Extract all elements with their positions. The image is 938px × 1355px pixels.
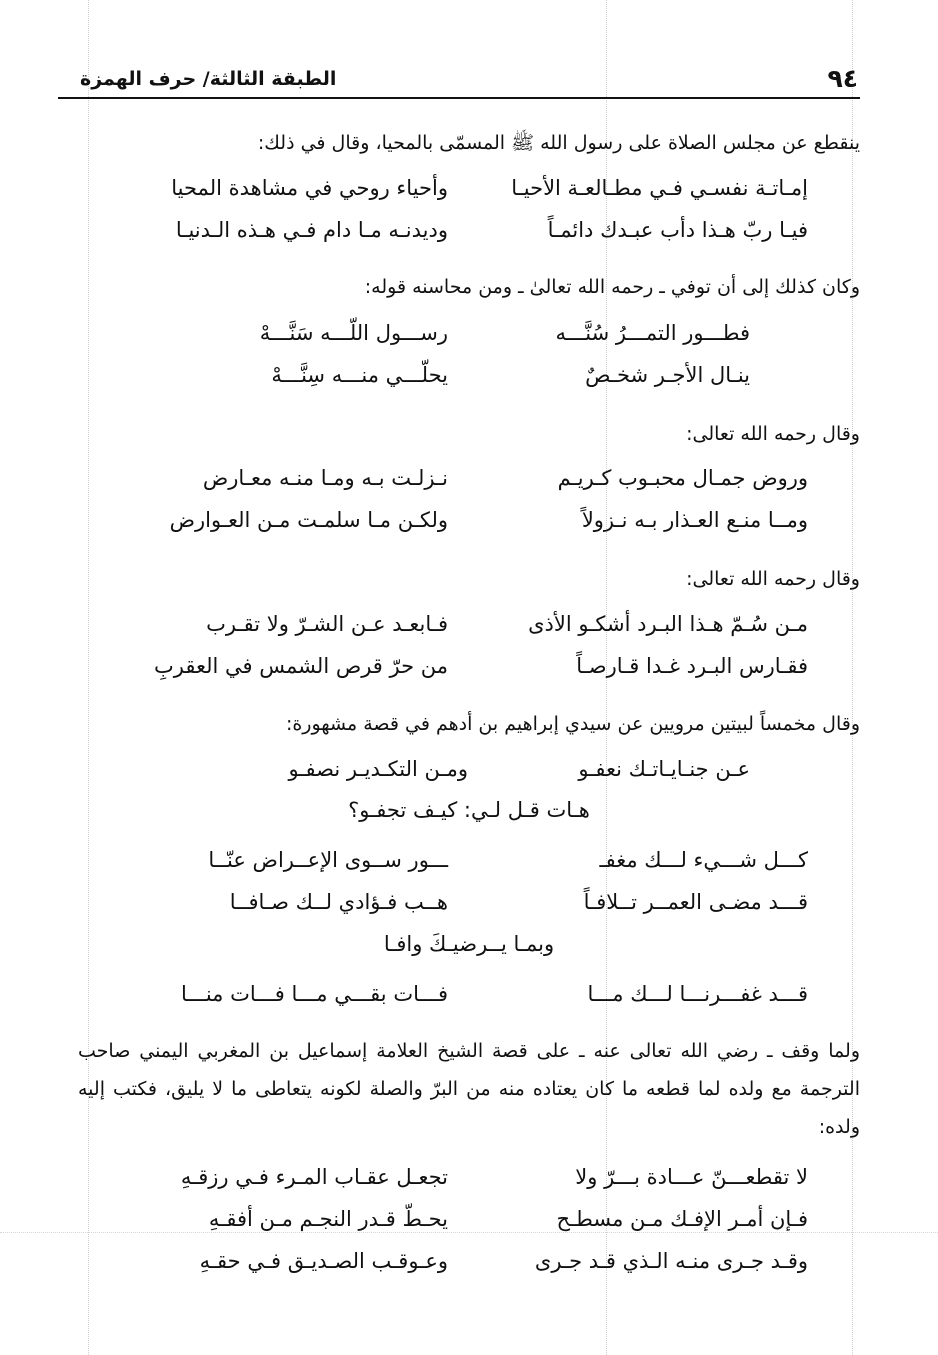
paragraph: وقال رحمه الله تعالى: [686,423,860,445]
hemistich-second: وأحياء روحي في مشاهدة المحيا [171,176,448,200]
verse-line [0,982,938,1024]
verse-line [0,757,938,799]
hemistich-second: ـــور ســوى الإعــراض عنّــا [208,848,448,872]
verse-line [0,654,938,696]
running-title: الطبقة الثالثة/ حرف الهمزة [80,68,337,90]
verse-line [0,1249,938,1291]
hemistich-second: من حرّ قرص الشمس في العقربِ [154,654,448,678]
hemistich-second: نـزلـت بـه ومـا منـه معـارض [202,466,448,490]
hemistich-first: فيـا ربّ هـذا دأب عبـدك دائمـاً [547,218,808,242]
hemistich-first: فقـارس البـرد غـدا قـارصـاً [576,654,808,678]
centered-verse: وبمـا يــرضيـكَ وافـا [383,932,555,956]
centered-verse: هـات قـل لـي: كيـف تجفـو؟ [348,798,590,822]
hemistich-first: قـــد مضـى العمــر تــلافـاً [583,890,808,914]
page-number: ٩٤ [827,64,858,93]
hemistich-first: ومــا منـع العـذار بـه نـزولاً [581,508,808,532]
verse-line [0,466,938,508]
hemistich-first: كـــل شـــيء لـــك مغفـ [599,848,808,872]
paragraph: ولما وقف ـ رضي الله تعالى عنه ـ على قصة الشيخ العلامة إسماعيل بن المغربي اليمني صاحب الترجمة مع ولده لما قطعه ما كان يعتاده منه من البرّ والصلة لكونه يتعاطى ما لا يليق، فكتب إليه ولده: [78,1040,860,1138]
header-rule [58,97,860,99]
page-header [58,56,858,96]
verse-line [0,508,938,550]
hemistich-first: وقـد جـرى منـه الـذي قـد جـرى [534,1249,808,1273]
hemistich-second: فـــات بقـــي مـــا فـــات منـــا [180,982,448,1006]
hemistich-first: إمـاتـة نفسـي فـي مطـالعـة الأحيـا [511,176,808,200]
hemistich-second: يحلّـــي منـــه سِنَّـــهْ [271,363,448,387]
hemistich-second: وعـوقـب الصـديـق فـي حقـهِ [199,1249,448,1273]
verse-line [0,1165,938,1207]
hemistich-first: وروض جمـال محبـوب كـريـم [557,466,808,490]
paragraph: وقال رحمه الله تعالى: [686,568,860,590]
verse-line [0,363,938,405]
hemistich-first: ينـال الأجـر شخـصٌ [585,363,750,387]
hemistich-first: فـإن أمـر الإفـك مـن مسطـح [556,1207,808,1231]
hemistich-first: فطـــور التمـــرُ سُنَّـــه [555,321,750,345]
hemistich-first: لا تقطعـــنّ عـــادة بـــرّ ولا [575,1165,808,1189]
verse-line [0,612,938,654]
paragraph: وقال مخمساً لبيتين مرويين عن سيدي إبراهيم بن أدهم في قصة مشهورة: [285,713,860,735]
hemistich-second: وديدنـه مـا دام فـي هـذه الـدنيـا [175,218,448,242]
verse-line [0,176,938,218]
verse-line [0,321,938,363]
hemistich-second: يحـطّ قـدر النجـم مـن أفقـهِ [208,1207,448,1231]
hemistich-second: فـابعـد عـن الشـرّ ولا تقـرب [206,612,448,636]
intro-paragraph: ينقطع عن مجلس الصلاة على رسول الله ﷺ المسمّى بالمحيا، وقال في ذلك: [257,132,860,154]
hemistich-second: ولكـن مـا سلمـت مـن العـوارض [169,508,448,532]
verse-line [0,848,938,890]
verse-line [0,890,938,932]
hemistich-first: عـن جنـايـاتـك نعفـو [578,757,750,781]
hemistich-first: قـــد غفـــرنـــا لـــك مـــا [587,982,808,1006]
hemistich-second: هــب فـؤادي لــك صـافــا [229,890,448,914]
hemistich-first: مـن سُـمّ هـذا البـرد أشكـو الأذى [528,612,808,636]
hemistich-second: تجعـل عقـاب المـرء فـي رزقـهِ [180,1165,448,1189]
paragraph: وكان كذلك إلى أن توفي ـ رحمه الله تعالىٰ ـ ومن محاسنه قوله: [364,276,860,298]
hemistich-second: رســـول اللّـــه سَنَّـــهْ [259,321,448,345]
verse-line [0,218,938,260]
hemistich-second: ومـن التكـديـر نصفـو [288,757,468,781]
verse-line [0,1207,938,1249]
